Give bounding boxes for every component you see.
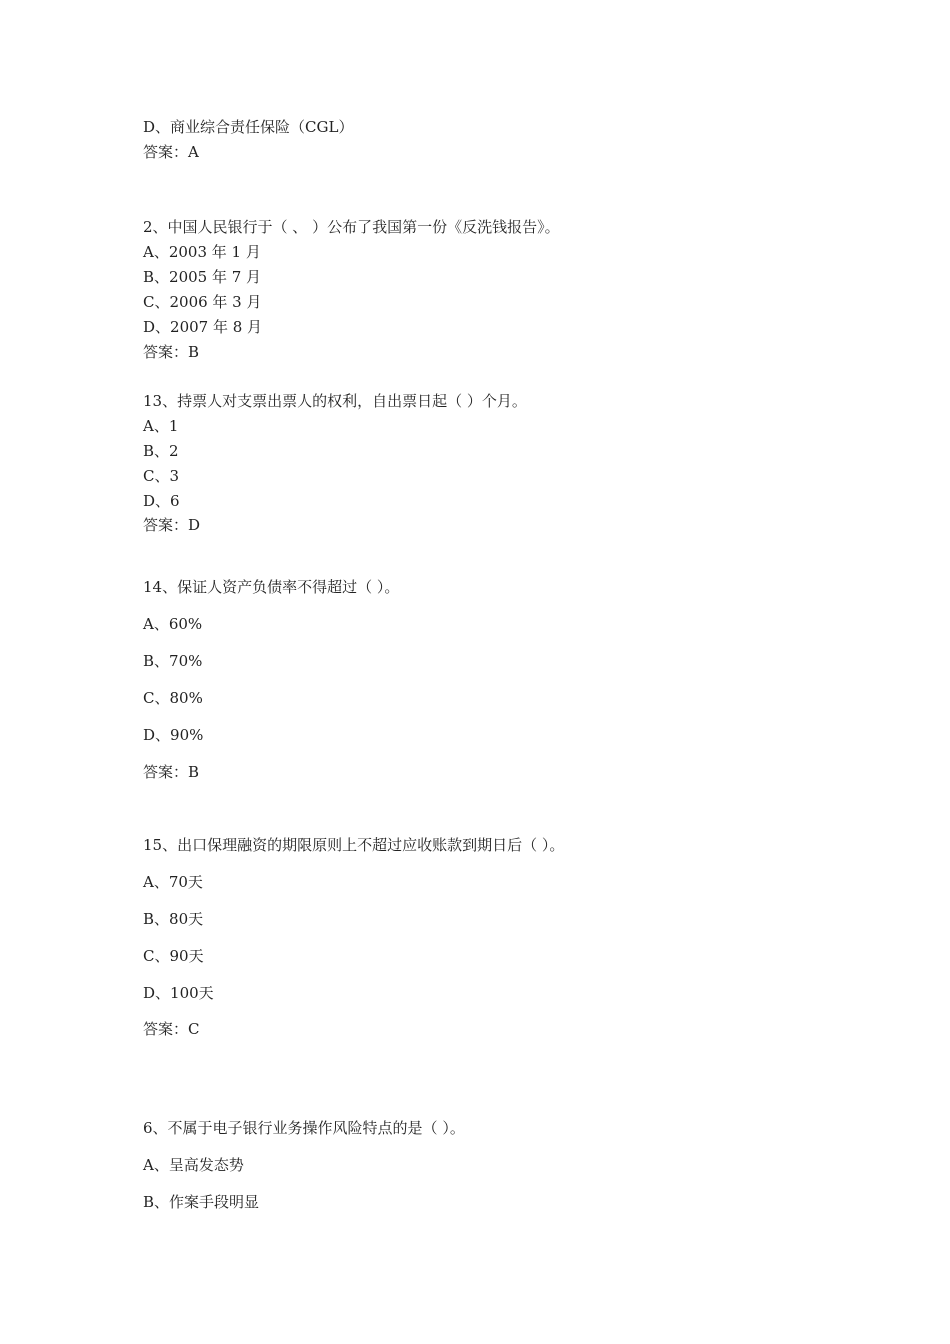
option-d: D、6 (143, 492, 180, 510)
option-c: C、2006 年 3 月 (143, 293, 262, 311)
option-b: B、80天 (143, 910, 204, 928)
option-a: A、60% (143, 615, 203, 633)
question-stem: 15、出口保理融资的期限原则上不超过应收账款到期日后（ ）。 (143, 836, 565, 854)
option-a: A、70天 (143, 873, 203, 891)
question-stem: 6、不属于电子银行业务操作风险特点的是（ ）。 (143, 1119, 465, 1137)
answer: 答案：B (143, 763, 200, 781)
question-stem: 13、持票人对支票出票人的权利，自出票日起（ ）个月。 (143, 392, 527, 410)
option-c: C、3 (143, 467, 180, 485)
option-a: A、呈高发态势 (143, 1156, 244, 1174)
option-d: D、商业综合责任保险（CGL） (143, 118, 354, 136)
option-b: B、作案手段明显 (143, 1193, 260, 1211)
option-c: C、90天 (143, 947, 204, 965)
answer: 答案：B (143, 343, 200, 361)
option-b: B、70% (143, 652, 203, 670)
answer: 答案：A (143, 143, 199, 161)
option-d: D、90% (143, 726, 204, 744)
option-b: B、2005 年 7 月 (143, 268, 262, 286)
answer: 答案：C (143, 1020, 200, 1038)
question-stem: 14、保证人资产负债率不得超过（ ）。 (143, 578, 400, 596)
option-a: A、1 (143, 417, 179, 435)
answer: 答案：D (143, 516, 201, 534)
question-stem: 2、中国人民银行于（ 、 ）公布了我国第一份《反洗钱报告》。 (143, 218, 560, 236)
option-d: D、2007 年 8 月 (143, 318, 263, 336)
option-c: C、80% (143, 689, 203, 707)
option-a: A、2003 年 1 月 (143, 243, 261, 261)
option-d: D、100天 (143, 984, 214, 1002)
option-b: B、2 (143, 442, 179, 460)
